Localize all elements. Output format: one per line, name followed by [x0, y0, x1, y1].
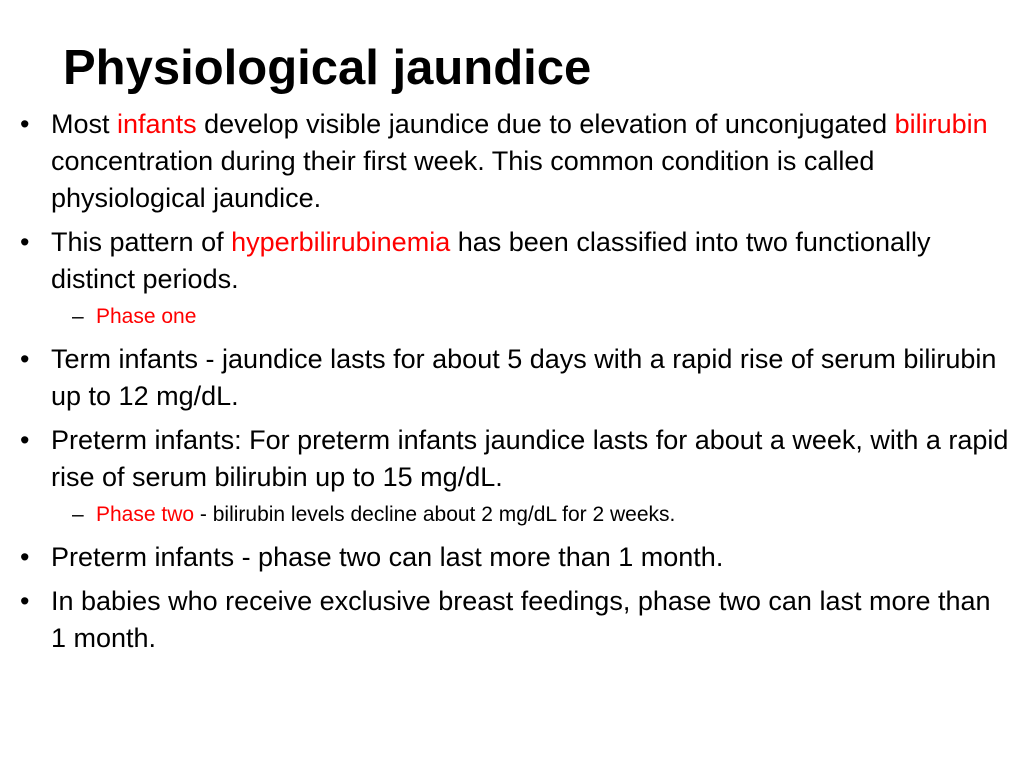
dash-marker: –	[72, 305, 84, 328]
bullet-item	[20, 224, 1010, 298]
sub-bullet-item	[20, 303, 1010, 331]
sub-bullet-item	[20, 501, 1010, 529]
highlighted-term: infants	[117, 109, 197, 139]
bullet-marker: •	[20, 586, 30, 616]
bullet-item	[20, 422, 1010, 496]
highlighted-term: hyperbilirubinemia	[231, 227, 451, 257]
bullet-list	[20, 106, 1010, 664]
bullet-text: develop visible jaundice due to elevation of unconjugated	[196, 109, 895, 139]
bullet-text: In babies who receive exclusive breast feedings, phase two can last more than 1 month.	[51, 586, 991, 653]
highlighted-term: Phase two	[96, 503, 195, 526]
slide-title: Physiological jaundice	[63, 41, 592, 95]
bullet-marker: •	[20, 344, 30, 374]
bullet-marker: •	[20, 227, 30, 257]
bullet-text: has been classified into two functionally distinct periods.	[51, 227, 931, 294]
bullet-text: - bilirubin levels decline about 2 mg/dL for 2 weeks.	[194, 503, 676, 526]
highlighted-term: Phase one	[96, 305, 197, 328]
bullet-item	[20, 539, 1010, 576]
bullet-item	[20, 341, 1010, 415]
bullet-text: Most	[51, 109, 118, 139]
bullet-marker: •	[20, 542, 30, 572]
bullet-item	[20, 583, 1010, 657]
dash-marker: –	[72, 503, 84, 526]
bullet-text: concentration during their first week. This common condition is called physiological jaundice.	[51, 146, 875, 213]
bullet-marker: •	[20, 425, 30, 455]
bullet-text: Preterm infants - phase two can last more than 1 month.	[51, 542, 724, 572]
bullet-text: This pattern of	[51, 227, 232, 257]
bullet-text: Preterm infants: For preterm infants jaundice lasts for about a week, with a rapid rise of serum bilirubin up to 15 mg/dL.	[51, 425, 1009, 492]
bullet-item	[20, 106, 1010, 217]
bullet-marker: •	[20, 109, 30, 139]
highlighted-term: bilirubin	[894, 109, 988, 139]
bullet-text: Term infants - jaundice lasts for about 5 days with a rapid rise of serum bilirubin up to 12 mg/dL.	[51, 344, 997, 411]
